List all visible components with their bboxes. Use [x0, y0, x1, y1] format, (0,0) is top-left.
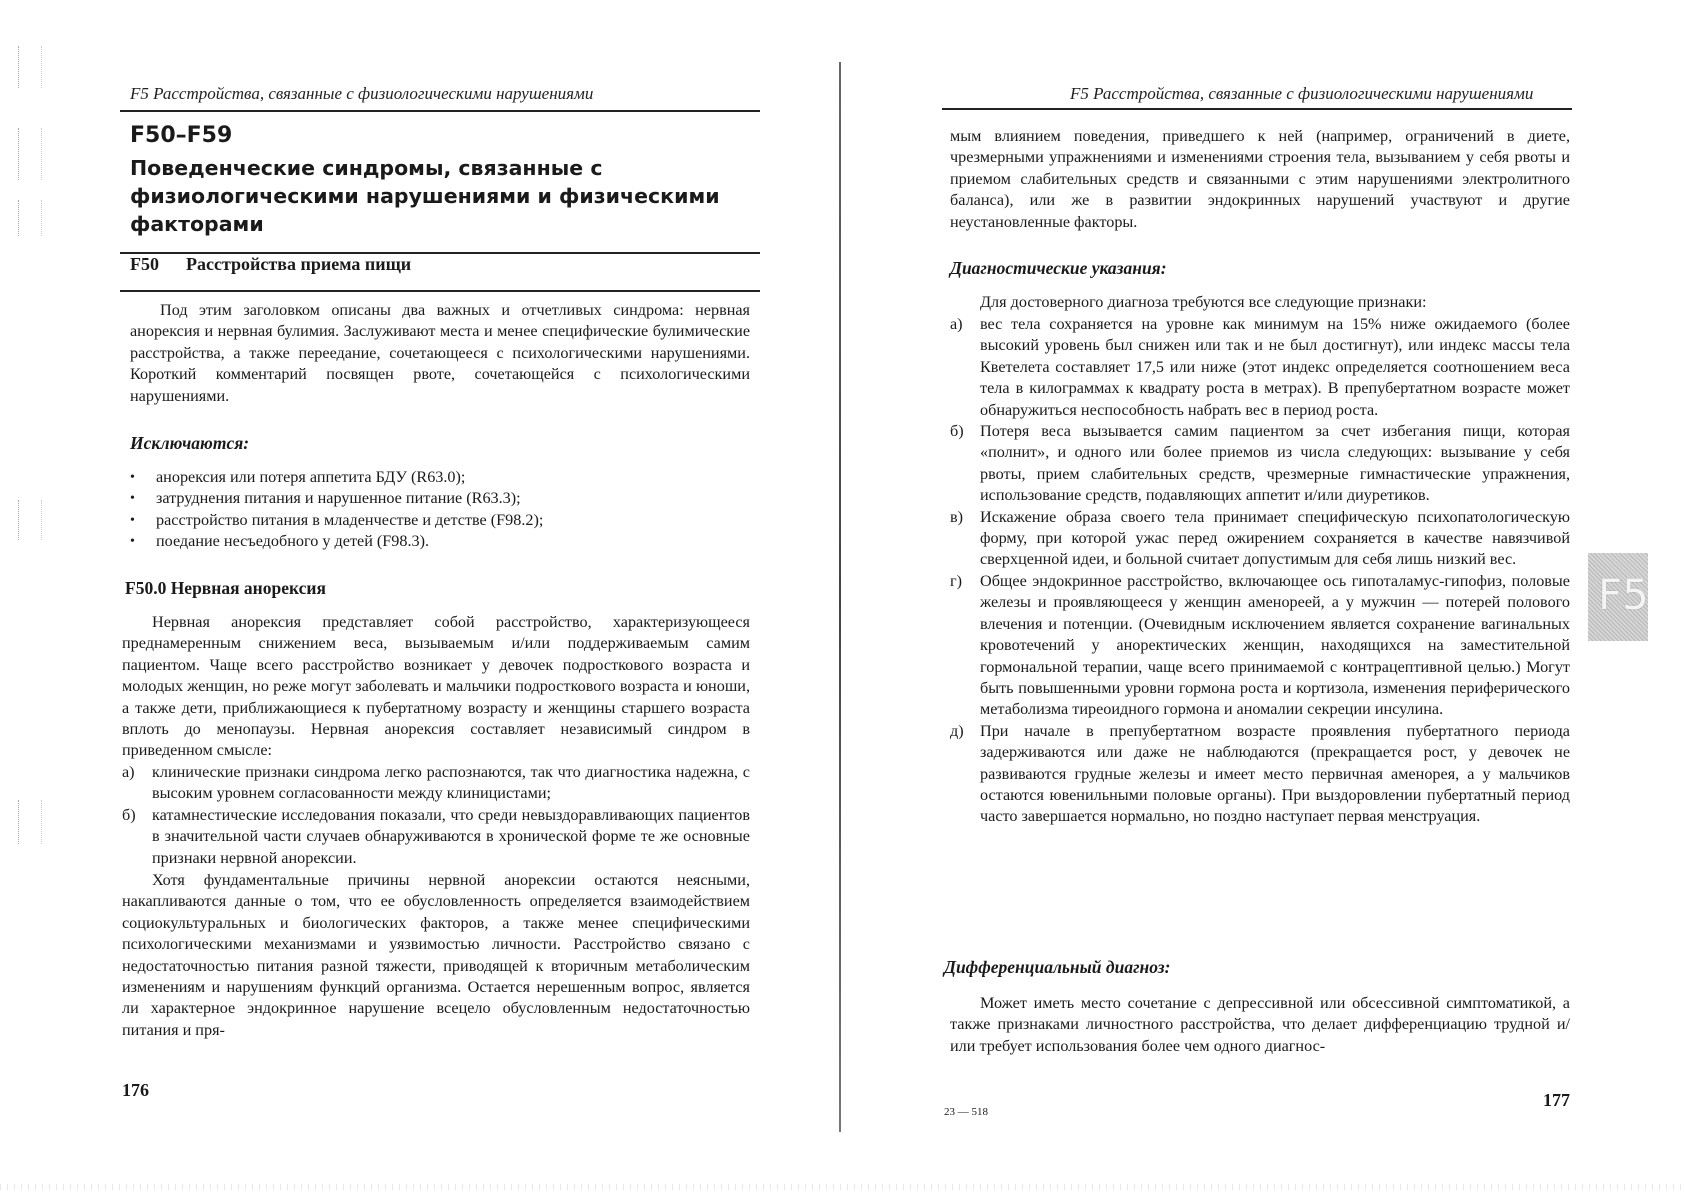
page-number: 176 [122, 1080, 149, 1100]
chapter-title: Поведенческие синдромы, связанные с физиологическими нарушениями и физическими факторами [130, 156, 720, 236]
differential-heading: Дифференциальный диагноз: [944, 957, 1171, 977]
section-code: F50 [130, 254, 159, 274]
excludes-list [130, 467, 750, 553]
list-item [950, 507, 1570, 571]
list-text: Искажение образа своего тела принимает специфическую психопатологическую форму, при которой ужас перед ожирением сохраняется в качестве навязчивой сверхценной идеи, и больной считает допустимым для себя лишь низкий вес. [980, 507, 1570, 569]
list-item: • анорексия или потеря аппетита БДУ (R63.0); [130, 467, 750, 488]
header-rule [120, 110, 760, 112]
list-item [950, 721, 1570, 828]
list-marker: в) [950, 507, 964, 526]
section-title: Расстройства приема пищи [186, 254, 412, 274]
list-marker: д) [950, 721, 964, 740]
running-head: F5 Расстройства, связанные с физиологическими нарушениями [1070, 84, 1534, 103]
list-item: • поедание несъедобного у детей (F98.3). [130, 531, 750, 552]
chapter-code: F50–F59 [130, 123, 233, 148]
causes-paragraph: Хотя фундаментальные причины нервной анорексии остаются неясными, накапливаются данные о том, что ее обусловленность определяется взаимодействием социокультуральных и биологических факторов, а также менее специфическими психологическими механизмами и уязвимостью личности. Расстройство связано с недостаточностью питания разной тяжести, приводящей к вторичным метаболическим изменениям и нарушениям функций организма. Остается нерешенным вопрос, является ли характерное эндокринное нарушение всецело обусловленным недостаточностью питания и пря- [122, 871, 750, 1039]
section-heading [130, 254, 411, 275]
differential-paragraph: Может иметь место сочетание с депрессивной или обсессивной симптоматикой, а также признаками личностного расстройства, что делает дифференциацию трудной и/или требует использования более чем одного диагнос- [950, 994, 1570, 1055]
list-marker: г) [950, 571, 963, 590]
continuation-paragraph: мым влиянием поведения, приведшего к ней (например, ограничений в диете, чрезмерными упражнениями и изменениями строения тела, вызыванием у себя рвоты и приемом слабительных средств и связанными с этим нарушениями электролитного баланса), или же в развитии эндокринных нарушений участвуют и другие неустановленные факторы. [950, 127, 1570, 231]
printer-signature: 23 — 518 [944, 1106, 988, 1118]
page-number: 177 [1543, 1090, 1570, 1110]
list-item [950, 314, 1570, 421]
list-marker: б) [122, 805, 136, 824]
list-text: Общее эндокринное расстройство, включающее ось гипоталамус-гипофиз, половые железы и проявляющееся у женщин аменореей, а у мужчин — потерей полового влечения и потенции. (Очевидным исключением является сохранение вагинальных кровотечений у аноректических женщин, находящихся на заместительной гормональной терапии, чаще всего принимаемой с контрацептивной целью.) Могут быть повышенными уровни гормона роста и кортизола, изменения периферического метаболизма тиреоидного гормона и аномалии секреции инсулина. [980, 571, 1570, 719]
excludes-heading: Исключаются: [130, 433, 250, 453]
list-text: клинические признаки синдрома легко распознаются, так что диагностика надежна, с высоким уровнем согласованности между клиницистами; [152, 763, 750, 803]
subsection-heading: F50.0 Нервная анорексия [125, 578, 326, 598]
thumb-tab-label: F5 [1598, 570, 1649, 619]
scan-bottom-noise [0, 1184, 1684, 1190]
running-head: F5 Расстройства, связанные с физиологическими нарушениями [130, 84, 594, 103]
intro-paragraph: Под этим заголовком описаны два важных и отчетливых синдрома: нервная анорексия и нервная булимия. Заслуживают места и менее специфические булимические расстройства, а также переедание, сочетающееся с психологическими нарушениями. Короткий комментарий посвящен рвоте, сочетающейся с психологическими нарушениями. [130, 301, 750, 405]
list-item: • расстройство питания в младенчестве и детстве (F98.2); [130, 510, 750, 531]
list-marker: б) [950, 422, 964, 441]
list-text: вес тела сохраняется на уровне как минимум на 15% ниже ожидаемого (более высокий уровень был снижен или так и не был достигнут), или индекс массы тела Кветелета составляет 17,5 или ниже (этот индекс определяется соотношением веса тела в килограммах к квадрату роста в метрах). В препубертатном возрасте может обнаружиться неспособность набрать вес в период роста. [980, 315, 1570, 419]
list-marker: а) [950, 315, 963, 333]
list-item [950, 571, 1570, 721]
list-text: Потеря веса вызывается самим пациентом за счет избегания пищи, которая «полнит», и одного или более приемов из числа следующих: вызывание у себя рвоты, прием слабительных средств, чрезмерные гимнастические упражнения, использование средств, подавляющих аппетит и/или диуретиков. [980, 422, 1570, 505]
anorexia-list [122, 762, 750, 869]
list-text: При начале в препубертатном возрасте проявления пубертатного периода задерживаются или даже не наблюдаются (прекращается рост, у девочек не развиваются грудные железы и имеет место первичная аменорея, а у мальчиков остаются ювенильными половые органы). При выздоровлении пубертатный период часто завершается нормально, но поздно наступает первая менструация. [980, 721, 1570, 826]
list-item: • затруднения питания и нарушенное питание (R63.3); [130, 488, 750, 509]
diagnostic-heading: Диагностические указания: [950, 258, 1167, 278]
header-rule [942, 108, 1572, 110]
list-text: катамнестические исследования показали, что среди невыздоравливающих пациентов в значительной части случаев обнаруживаются в хронической форме те же основные признаки нервной анорексии. [152, 805, 750, 867]
list-marker: а) [122, 763, 135, 781]
list-item [950, 421, 1570, 507]
diagnostic-intro: Для достоверного диагноза требуются все следующие признаки: [980, 293, 1427, 311]
page-fold [839, 62, 841, 1132]
right-page [842, 0, 1684, 1198]
list-item [122, 762, 750, 805]
diagnostic-list [950, 314, 1570, 828]
section-rule-bottom [120, 290, 760, 292]
list-item [122, 805, 750, 869]
anorexia-paragraph: Нервная анорексия представляет собой расстройство, характеризующееся преднамеренным снижением веса, вызываемым и/или поддерживаемым самим пациентом. Чаще всего расстройство возникает у девочек подросткового возраста и молодых женщин, но реже могут заболевать и мальчики подросткового возраста и юноши, а также дети, приближающиеся к пубертатному возрасту и женщины старшего возраста вплоть до менопаузы. Нервная анорексия составляет независимый синдром в приведенном смысле: [122, 613, 750, 760]
